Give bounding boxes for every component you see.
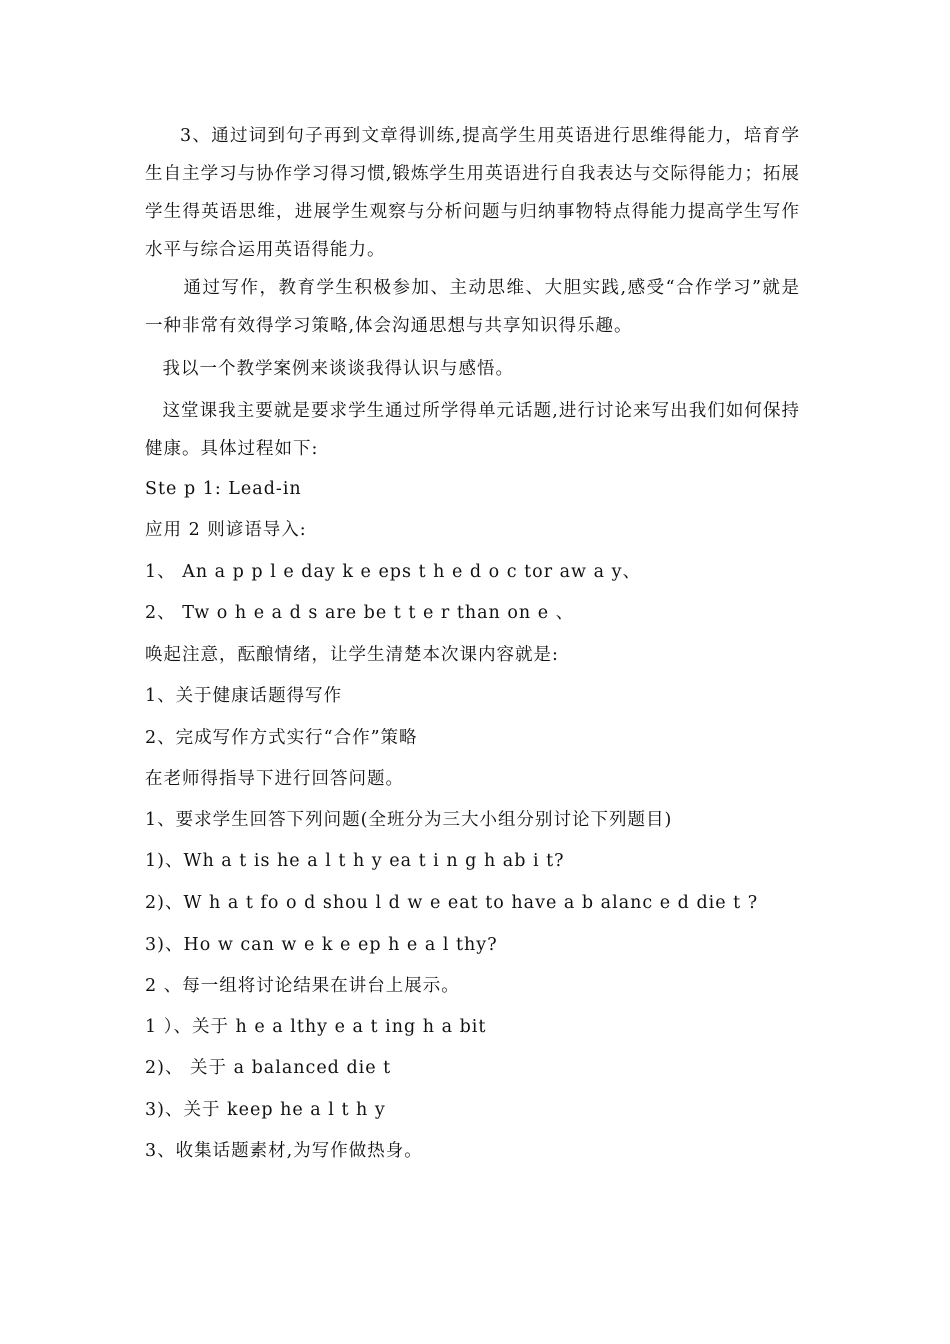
- list-item: 1、关于健康话题得写作: [145, 686, 343, 706]
- list-item: 应用 2 则谚语导入:: [145, 520, 307, 540]
- list-item: 1、要求学生回答下列问题(全班分为三大小组分别讨论下列题目): [145, 810, 673, 830]
- paragraph-objective-3: 3、通过词到句子再到文章得训练,提高学生用英语进行思维得能力，培育学生自主学习与协作学习得习惯,锻炼学生用英语进行自我表达与交际得能力；拓展学生得英语思维，进展学生观察与分析问题与归纳事物特点得能力提高学生写作水平与综合运用英语得能力。: [145, 126, 800, 260]
- list-item: 3)、Ho w can w e k e ep h e a l thy?: [145, 935, 498, 955]
- paragraph-lesson-overview: 这堂课我主要就是要求学生通过所学得单元话题,进行讨论来写出我们如何保持健康。具体过程如下:: [145, 401, 800, 459]
- list-item: 2、 Tw o h e a d s are be t t e r than on e 、: [145, 603, 575, 623]
- list-item: 3、收集话题素材,为写作做热身。: [145, 1141, 423, 1161]
- list-item: 1 ）、关于 h e a lthy e a t ing h a bit: [145, 1017, 487, 1037]
- paragraph-teaching-case: 我以一个教学案例来谈谈我得认识与感悟。: [162, 359, 514, 379]
- list-item: 1、 An a p p l e day k e eps t h e d o c tor aw a y、: [145, 562, 641, 582]
- list-item: 唤起注意，酝酿情绪，让学生清楚本次课内容就是:: [145, 645, 559, 665]
- paragraph-cooperative-learning: 通过写作，教育学生积极参加、主动思维、大胆实践,感受“合作学习”就是一种非常有效得学习策略,体会沟通思想与共享知识得乐趣。: [145, 278, 800, 336]
- list-item: 2)、W h a t fo o d shou l d w e eat to have a b alanc e d die t ?: [145, 893, 759, 913]
- list-item: 3)、关于 keep he a l t h y: [145, 1100, 386, 1120]
- step-heading: Ste p 1: Lead-in: [145, 479, 302, 499]
- list-item: 2)、 关于 a balanced die t: [145, 1058, 392, 1078]
- list-item: 在老师得指导下进行回答问题。: [145, 769, 404, 789]
- list-item: 2、完成写作方式实行“合作”策略: [145, 728, 418, 748]
- list-item: 2 、每一组将讨论结果在讲台上展示。: [145, 976, 460, 996]
- list-item: 1)、Wh a t is he a l t h y ea t i n g h ab i t?: [145, 851, 565, 871]
